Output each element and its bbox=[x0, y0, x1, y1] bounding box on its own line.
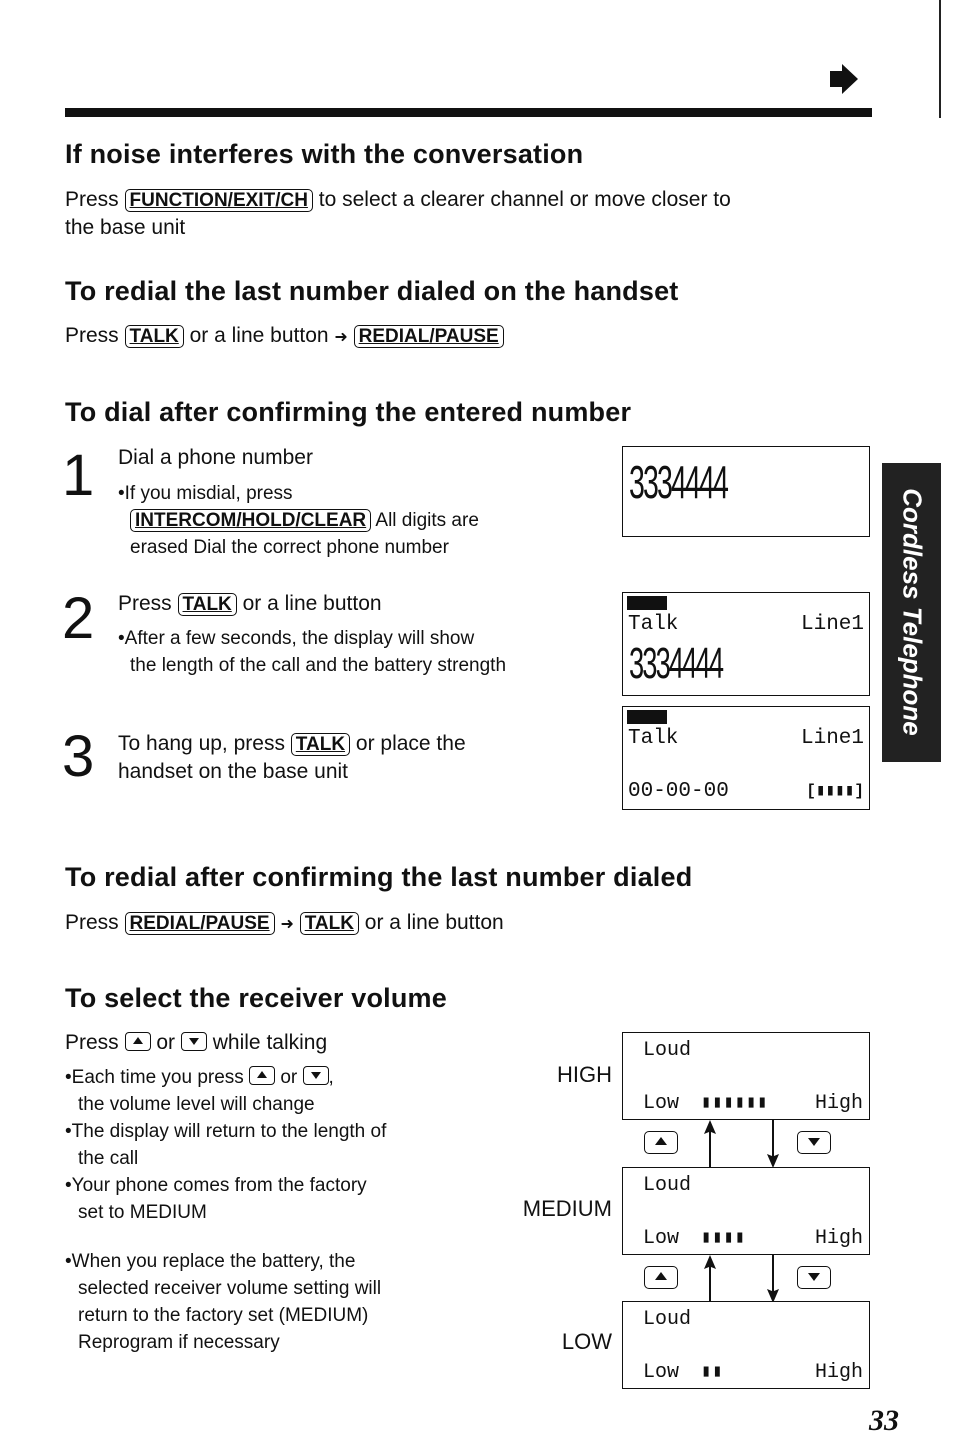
volume-b4d: Reprogram if necessary bbox=[78, 1332, 280, 1353]
lcd-loud-label: Loud bbox=[643, 1039, 692, 1062]
step1-sub2: All digits are bbox=[375, 510, 479, 531]
arrow-up-icon bbox=[700, 1120, 720, 1168]
lcd-volume-bars: ▮▮▮▮ bbox=[701, 1229, 746, 1248]
lcd-loud-label: Loud bbox=[643, 1308, 692, 1331]
lcd-display-entered bbox=[622, 446, 870, 537]
lcd-low-label: Low bbox=[643, 1361, 680, 1384]
lcd-volume-low bbox=[622, 1301, 870, 1389]
volume-b1a: •Each time you press bbox=[65, 1067, 244, 1088]
step2-main bbox=[118, 590, 382, 618]
lcd-low-label: Low bbox=[643, 1092, 680, 1115]
redial-mid: or a line button bbox=[189, 324, 329, 347]
volume-battery-note bbox=[65, 1248, 465, 1356]
step2-sub1: •After a few seconds, the display will show bbox=[118, 628, 475, 649]
step3-line2: handset on the base unit bbox=[118, 760, 349, 783]
lcd-talk-label: Talk bbox=[628, 727, 679, 750]
volume-bullets bbox=[65, 1064, 465, 1226]
arrow-icon: ➜ bbox=[280, 916, 294, 933]
step-number-1: 1 bbox=[62, 443, 95, 508]
step3-main bbox=[118, 730, 466, 786]
redial-confirm-paragraph bbox=[65, 909, 504, 939]
arrow-down-icon bbox=[763, 1120, 783, 1168]
redial-paragraph bbox=[65, 322, 504, 352]
lcd-high-label: High bbox=[814, 1092, 863, 1115]
step1-main: Dial a phone number bbox=[118, 446, 313, 469]
heading-redial-confirm: To redial after confirming the last number dialed bbox=[65, 862, 693, 892]
volume-level-label: HIGH bbox=[557, 1062, 612, 1087]
talk-key: TALK bbox=[291, 733, 350, 756]
intercom-hold-clear-key: INTERCOM/HOLD/CLEAR bbox=[130, 509, 371, 532]
volume-b3a: •Your phone comes from the factory bbox=[65, 1175, 367, 1196]
lcd-high-label: High bbox=[814, 1227, 863, 1250]
step1-sub bbox=[118, 480, 578, 561]
lcd-number: 3334444 bbox=[629, 639, 723, 688]
lcd-talk-label: Talk bbox=[628, 613, 679, 636]
volume-press-line bbox=[65, 1029, 327, 1057]
step1-sub3: erased Dial the correct phone number bbox=[130, 537, 449, 558]
step2-sub bbox=[118, 625, 588, 679]
volume-up-key-icon bbox=[249, 1066, 275, 1085]
volume-down-button-icon bbox=[797, 1266, 831, 1289]
noise-paragraph bbox=[65, 186, 865, 242]
page-edge-line bbox=[939, 0, 941, 118]
line-badge-icon bbox=[627, 596, 667, 610]
line-badge-icon bbox=[627, 710, 667, 724]
step2-press: Press bbox=[118, 592, 172, 615]
volume-or: or bbox=[156, 1031, 176, 1054]
heading-noise: If noise interferes with the conversation bbox=[65, 139, 584, 169]
volume-while: while talking bbox=[212, 1031, 328, 1054]
lcd-volume-medium bbox=[622, 1167, 870, 1255]
talk-key: TALK bbox=[300, 912, 359, 935]
heading-dial: To dial after confirming the entered number bbox=[65, 397, 632, 427]
step3-rest: or place the bbox=[355, 732, 466, 755]
redial-pause-key: REDIAL/PAUSE bbox=[354, 325, 504, 348]
lcd-display-talk bbox=[622, 592, 870, 696]
redial-press: Press bbox=[65, 324, 119, 347]
lcd-line-label: Line1 bbox=[800, 613, 864, 636]
volume-down-key-icon bbox=[303, 1066, 329, 1085]
step-number-3: 3 bbox=[62, 724, 95, 789]
volume-b4a: •When you replace the battery, the bbox=[65, 1251, 356, 1272]
volume-b2a: •The display will return to the length of bbox=[65, 1121, 387, 1142]
talk-key: TALK bbox=[178, 593, 237, 616]
lcd-low-label: Low bbox=[643, 1227, 680, 1250]
top-rule bbox=[65, 108, 872, 117]
noise-rest: to select a clearer channel or move closer to bbox=[318, 188, 731, 211]
volume-b2b: the call bbox=[78, 1148, 139, 1169]
volume-level-label: MEDIUM bbox=[522, 1196, 612, 1221]
step2-rest: or a line button bbox=[242, 592, 382, 615]
function-exit-ch-key: FUNCTION/EXIT/CH bbox=[125, 189, 313, 212]
step3-press: To hang up, press bbox=[118, 732, 285, 755]
lcd-volume-bars: ▮▮ bbox=[701, 1363, 724, 1382]
lcd-number: 3334444 bbox=[629, 456, 728, 508]
volume-press: Press bbox=[65, 1031, 119, 1054]
arrow-up-icon bbox=[700, 1255, 720, 1303]
volume-up-key-icon bbox=[125, 1032, 151, 1051]
volume-down-button-icon bbox=[797, 1131, 831, 1154]
volume-b4b: selected receiver volume setting will bbox=[78, 1278, 382, 1299]
lcd-timer: 00-00-00 bbox=[628, 780, 729, 803]
noise-line2: the base unit bbox=[65, 216, 186, 239]
volume-up-button-icon bbox=[644, 1266, 678, 1289]
volume-b3b: set to MEDIUM bbox=[78, 1202, 207, 1223]
volume-down-key-icon bbox=[181, 1032, 207, 1051]
page-number: 33 bbox=[869, 1404, 899, 1437]
lcd-high-label: High bbox=[814, 1361, 863, 1384]
redial-confirm-rest: or a line button bbox=[364, 911, 504, 934]
volume-b1b: the volume level will change bbox=[78, 1094, 315, 1115]
arrow-down-icon bbox=[763, 1255, 783, 1303]
volume-level-label: LOW bbox=[561, 1329, 612, 1354]
step1-sub1: •If you misdial, press bbox=[118, 483, 293, 504]
side-tab-label: Cordless Telephone bbox=[897, 488, 928, 736]
lcd-loud-label: Loud bbox=[643, 1174, 692, 1197]
redial-confirm-press: Press bbox=[65, 911, 119, 934]
volume-b4c: return to the factory set (MEDIUM) bbox=[78, 1305, 369, 1326]
arrow-icon: ➜ bbox=[334, 329, 348, 346]
talk-key: TALK bbox=[125, 325, 184, 348]
step-number-2: 2 bbox=[62, 586, 95, 651]
lcd-battery: [▮▮▮▮] bbox=[806, 782, 864, 800]
step2-sub2: the length of the call and the battery strength bbox=[130, 655, 507, 676]
lcd-display-timer bbox=[622, 706, 870, 810]
lcd-volume-high bbox=[622, 1032, 870, 1120]
heading-volume: To select the receiver volume bbox=[65, 983, 447, 1013]
noise-press: Press bbox=[65, 188, 119, 211]
volume-b1or: or bbox=[280, 1067, 298, 1088]
continue-arrow-icon bbox=[826, 62, 860, 96]
volume-up-button-icon bbox=[644, 1131, 678, 1154]
volume-b1comma: , bbox=[328, 1067, 334, 1088]
lcd-volume-bars: ▮▮▮▮▮▮ bbox=[701, 1094, 769, 1113]
heading-redial: To redial the last number dialed on the handset bbox=[65, 276, 679, 306]
lcd-line-label: Line1 bbox=[800, 727, 864, 750]
redial-pause-key: REDIAL/PAUSE bbox=[125, 912, 275, 935]
